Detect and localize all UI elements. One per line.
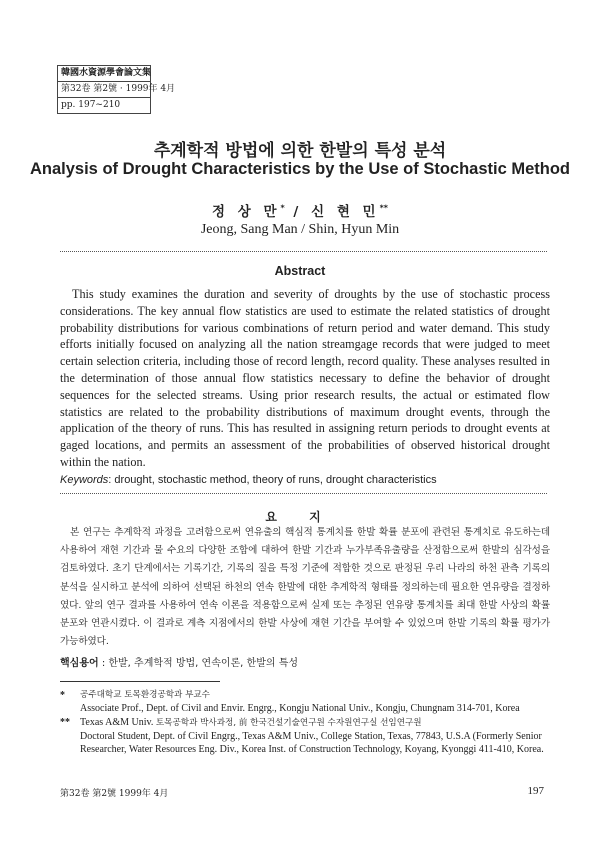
dotted-divider-top [60,251,547,252]
footnote-2-affiliation-en: Texas A&M Univ. [80,717,156,728]
page-number: 197 [527,785,544,797]
footnote-1-affiliation-en: Associate Prof., Dept. of Civil and Envir. Engrg., Kongju National Univ., Kongju, Chungnam 314-701, Korea [80,703,520,714]
korean-abstract-heading: 요 지 [265,510,335,524]
footer-volume: 第32卷 第2號 1999年 4月 [60,789,169,799]
footnote-2 [60,716,550,756]
abstract-heading: Abstract [274,264,326,278]
authors-korean [0,200,600,220]
korean-abstract-body: 본 연구는 추계학적 과정을 고려함으로써 연유출의 핵심적 통계치를 한발 확률 분포에 관련된 통계치로 유도하는데 사용하여 재현 기간과 물 수요의 다양한 조합에 대하여 한발 기간과 누가부족유출량을 산정함으로써 한발의 심각성을 검토하였다. 초기 단계에서는 기록기간, 기록의 질을 특정 기준에 적합한 것으로 판정된 우리 나라의 하천 관측 기록의 분석을 실시하고 분석에 의하여 선택된 하천의 연속 한발에 대한 추계학적 형태를 정의하는데 필요한 연유량을 결정하였다. 앞의 연구 결과를 사용하여 연속 이론을 적용함으로써 실제 또는 추정된 연유량 통계치를 최대 한발 사상의 확률 분포와 연관시켰다. 이 결과로 계측 지점에서의 한발 사상에 재현 기간을 부여할 수 있었으며 한발 기록의 확률 평가가 가능하였다. [60,527,550,648]
footnote-1-affiliation-ko: 공주대학교 토목환경공학과 부교수 [80,690,210,700]
korean-keywords-text: : 한발, 추계학적 방법, 연속이론, 한발의 특성 [98,658,299,669]
keywords-text: : drought, stochastic method, theory of runs, drought characteristics [108,474,437,486]
footnote-rule [60,681,220,682]
footnote-1 [60,689,550,715]
author-second-mark: ** [379,203,388,213]
footnote-2-affiliation-ko: 토목공학과 박사과정, 前 한국건설기술연구원 수자원연구실 선임연구원 [155,718,422,728]
journal-pages: pp. 197~210 [61,100,121,110]
title-korean: 추계학적 방법에 의한 한발의 특성 분석 [153,141,447,161]
dotted-divider-middle [60,493,547,494]
authors-english: Jeong, Sang Man / Shin, Hyun Min [200,222,400,237]
author-first-ko: 정 상 만 [212,204,281,220]
title-english: Analysis of Drought Characteristics by the Use of Stochastic Method [29,160,571,178]
footnote-2-details: Doctoral Student, Dept. of Civil Engrg., Texas A&M Univ., College Station, Texas, 77843, U.S.A (Formerly Senior Researcher, Water Resources Eng. Div., Korea Inst. of Construction Technology, Koyang, Kyonggi 411-410, Korea. [80,731,544,755]
author-second-ko: 신 현 민 [311,204,380,220]
abstract-body: This study examines the duration and severity of droughts by the use of stochastic process considerations. The key annual flow statistics are used to estimate the related statistics of drought probability distributions for various combinations of return period and water demand. This study efforts initially focused on analyzing all the nation streamgage records that were judged to meet certain selection criteria, including those of record length, record quality. These analyses resulted in the determination of those annual flow statistics necessary to define the behavior of drought sequences for the selected streams. Using prior research results, the actual or estimated flow statistics are related to the probability distributions of maximum drought events, through the application of the theory of runs. This has resulted in assigning return periods to drought events at gaged locations, and permits an assessment of the probabilities of observed historical drought within the nation. [60,287,550,469]
journal-info-box [57,65,176,114]
author-separator: / [284,204,312,220]
korean-keywords-label: 핵심용어 [60,658,99,669]
footnote-2-affiliation-line [60,716,550,730]
footnote-1-mark: * [60,690,65,701]
author-first-mark: * [280,203,285,213]
journal-name: 韓國水資源學會論文集 [58,66,150,82]
korean-keywords-line [60,654,550,669]
journal-volume-issue: 第32卷 第2號 · 1999年 4月 [58,82,150,98]
footnote-2-mark: ** [60,717,70,728]
keywords-line [60,474,550,486]
keywords-label: Keywords [60,474,109,486]
